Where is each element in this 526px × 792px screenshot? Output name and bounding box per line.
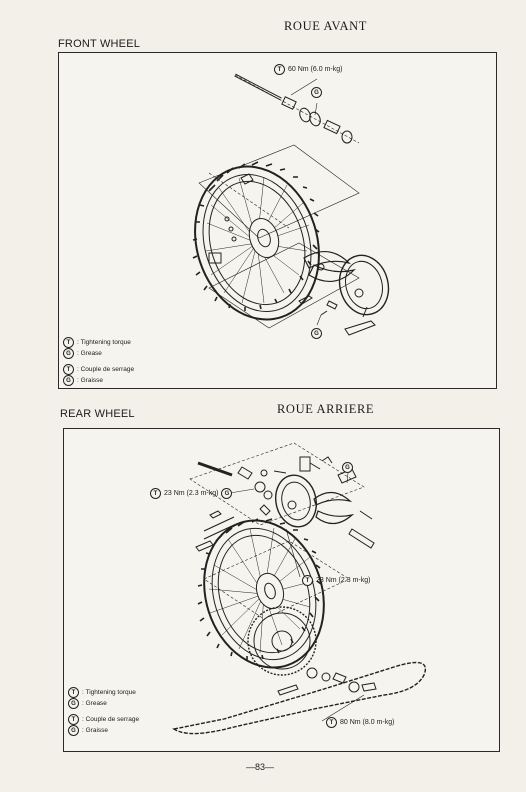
rear-wheel-heading-fr: ROUE ARRIERE <box>277 402 375 416</box>
rear-torque-callout-2 <box>302 575 370 586</box>
tightening-torque-icon: T <box>150 488 161 499</box>
rear-torque-callout-1 <box>150 488 232 499</box>
rear-torque-value-1: 23 Nm (2.3 m-kg) <box>164 490 219 497</box>
rear-torque-value-2: 23 Nm (2.3 m-kg) <box>316 577 371 584</box>
rear-wheel-legend <box>68 687 139 736</box>
front-wheel-heading: FRONT WHEEL <box>58 38 141 50</box>
grease-icon: G <box>68 698 79 709</box>
grease-icon: G <box>63 375 74 386</box>
grease-icon: G <box>63 348 74 359</box>
legend-label: : Couple de serrage <box>77 366 135 373</box>
legend-label: : Couple de serrage <box>82 716 140 723</box>
front-wheel-legend <box>63 337 134 386</box>
front-brake-grease-callout <box>311 328 322 339</box>
tightening-torque-icon: T <box>326 717 337 728</box>
legend-row <box>63 337 134 348</box>
legend-row <box>63 364 134 375</box>
grease-icon: G <box>342 462 353 473</box>
page-number: —83— <box>246 762 275 772</box>
tightening-torque-icon: T <box>63 337 74 348</box>
tightening-torque-icon: T <box>68 714 79 725</box>
legend-row <box>68 687 139 698</box>
legend-label: : Tightening torque <box>77 339 131 346</box>
legend-label: : Graisse <box>77 377 104 384</box>
rear-top-grease-callout <box>342 462 353 473</box>
grease-icon: G <box>68 725 79 736</box>
rear-wheel-diagram-panel <box>63 428 500 752</box>
legend-row <box>68 714 139 725</box>
legend-row <box>63 375 134 386</box>
rear-wheel-heading: REAR WHEEL <box>60 408 135 420</box>
legend-row <box>63 348 134 359</box>
tightening-torque-icon: T <box>68 687 79 698</box>
tightening-torque-icon: T <box>302 575 313 586</box>
legend-row <box>68 725 139 736</box>
front-wheel-diagram-panel <box>58 52 497 389</box>
front-axle-torque-callout <box>274 64 342 75</box>
front-axle-grease-callout <box>311 87 322 98</box>
front-axle-torque-value: 60 Nm (6.0 m-kg) <box>288 66 343 73</box>
legend-label: : Grease <box>77 350 102 357</box>
legend-label: : Tightening torque <box>82 689 136 696</box>
front-wheel-heading-fr: ROUE AVANT <box>284 19 367 33</box>
rear-torque-value-3: 80 Nm (8.0 m-kg) <box>340 719 395 726</box>
grease-icon: G <box>221 488 232 499</box>
legend-label: : Graisse <box>82 727 109 734</box>
legend-label: : Grease <box>82 700 107 707</box>
tightening-torque-icon: T <box>274 64 285 75</box>
legend-row <box>68 698 139 709</box>
rear-axle-torque-callout <box>326 717 394 728</box>
grease-icon: G <box>311 87 322 98</box>
grease-icon: G <box>311 328 322 339</box>
tightening-torque-icon: T <box>63 364 74 375</box>
